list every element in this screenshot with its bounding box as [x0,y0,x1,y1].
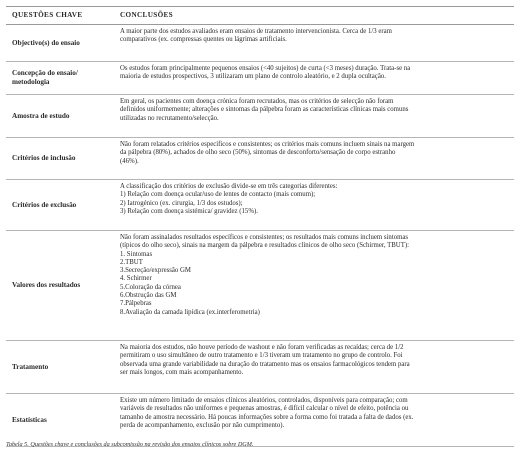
conclusion-line: 5.Coloração da córnea [120,283,181,291]
conclusion-line: 2.TBUT [120,258,143,266]
table-row [6,394,514,447]
row-label: Concepção do ensaio/ metodologia [6,62,114,95]
table-row [6,25,514,62]
conclusion-line: ser mais longos, com mais acompanhamento. [120,368,244,376]
table-row [6,95,514,138]
conclusion-line: da pálpebra (80%), achados de olho seco (50%), sintomas de desconforto/sensação de corpo estranho [120,149,396,157]
table-row [6,341,514,394]
conclusion-line: (típicos do olho seco), sinais na margem da pálpebra e resultados clínicos de olho seco (Schirmer, TBUT): [120,242,410,250]
row-label: Objectivo(s) do ensaio [6,25,114,62]
conclusion-line: A classificação dos critérios de exclusão divide-se em três categorias diferentes: [120,183,338,190]
row-label: Critérios de exclusão [6,180,114,231]
conclusion-line: 7.Pálpebras [120,300,152,308]
conclusion-line: 3) Relação com doença sistémica/ gravidez (15%). [120,207,258,215]
conclusion-line: 8.Avaliação da camada lipídica (ex.interferometria) [120,308,260,316]
row-conclusion [114,231,514,341]
conclusion-line: utilizadas no recrutamento/selecção. [120,114,219,122]
table-row [6,180,514,231]
row-conclusion [114,341,514,394]
conclusion-line: 6.Obstrução das GM [120,291,177,299]
row-label: Tratamento [6,341,114,394]
row-conclusion [114,95,514,138]
conclusion-line: Não foram assinalados resultados específicos e consistentes; os resultados mais comuns incluem sintomas [120,234,409,241]
header-conclusions: CONCLUSÕES [114,7,514,25]
conclusion-line: 1) Relação com doença ocular/uso de lentes de contacto (mais comum); [120,191,316,199]
table-row [6,62,514,95]
conclusion-line: 2) Iatrogénico (ex. cirurgia, 1/3 dos estudos); [120,199,243,207]
conclusion-line: definidos uniformemente; alterações e sintomas da pálpebra foram as características clínicas mais comuns [120,106,409,114]
row-label: Amostra de estudo [6,95,114,138]
conclusion-line: Os estudos foram principalmente pequenos ensaios (<40 sujeitos) de curta (<3 meses) duração. Trata-se na [120,65,411,72]
table-row [6,231,514,341]
conclusion-line: (46%). [120,157,139,165]
row-conclusion [114,138,514,180]
conclusion-line: permitiram o uso simultâneo de outro tratamento e 1/3 tiveram um tratamento no grupo de controlo. Foi [120,352,403,360]
conclusion-line: maioria de estudos prospectivos, 3 utilizaram um plano de controlo aleatório, e 2 dupla ocultação. [120,73,386,81]
conclusion-line: comparativos (ex. compressas quentes ou lágrimas artificiais. [120,36,287,44]
conclusion-line: tamanho de amostra necessário. Há poucas informações sobre a forma como foi tratada a falta de dados (ex. [120,413,414,421]
row-label: Estatísticas [6,394,114,447]
conclusion-line: 1. Sintomas [120,250,153,258]
row-label: Valores dos resultados [6,231,114,341]
conclusion-line: Na maioria dos estudos, não houve período de washout e não foram verificadas as recaídas; cerca de 1/2 [120,344,404,351]
conclusion-line: Existe um número limitado de ensaios clínicos aleatórios, controlados, disponíveis para comparação; com [120,397,408,404]
table-caption: Tabela 5. Questões chave e conclusões da subcomissão na revisão dos ensaios clínicos sobre DGM. [6,441,254,448]
conclusion-line: 4. Schirmer [120,275,152,283]
conclusion-line: 3.Secreção/expressão GM [120,267,191,275]
row-conclusion [114,394,514,447]
table-row [6,138,514,180]
conclusion-line: observada uma grande variabilidade na duração do tratamento mas os ensaios farmacológicos tendem para [120,360,410,368]
row-conclusion [114,180,514,231]
conclusion-line: Em geral, os pacientes com doença crónica foram recrutados, mas os critérios de selecção não foram [120,98,394,105]
conclusion-line: perda de acompanhamento, exclusão por não cumprimento). [120,421,285,429]
key-questions-table [6,6,514,447]
conclusion-line: A maior parte dos estudos avaliados eram ensaios de tratamento intervencionista. Cerca de 1/3 eram [120,28,392,35]
conclusion-line: Não foram relatados critérios específicos e consistentes; os critérios mais comuns incluem sinais na margem [120,141,415,148]
header-key-questions: QUESTÕES CHAVE [6,7,114,25]
table-header-row [6,7,514,25]
conclusion-line: variáveis de resultados não uniformes e pequenas amostras, é difícil calcular o nível de efeito, potência ou [120,405,409,413]
row-conclusion [114,62,514,95]
row-conclusion [114,25,514,62]
row-label: Critérios de inclusão [6,138,114,180]
